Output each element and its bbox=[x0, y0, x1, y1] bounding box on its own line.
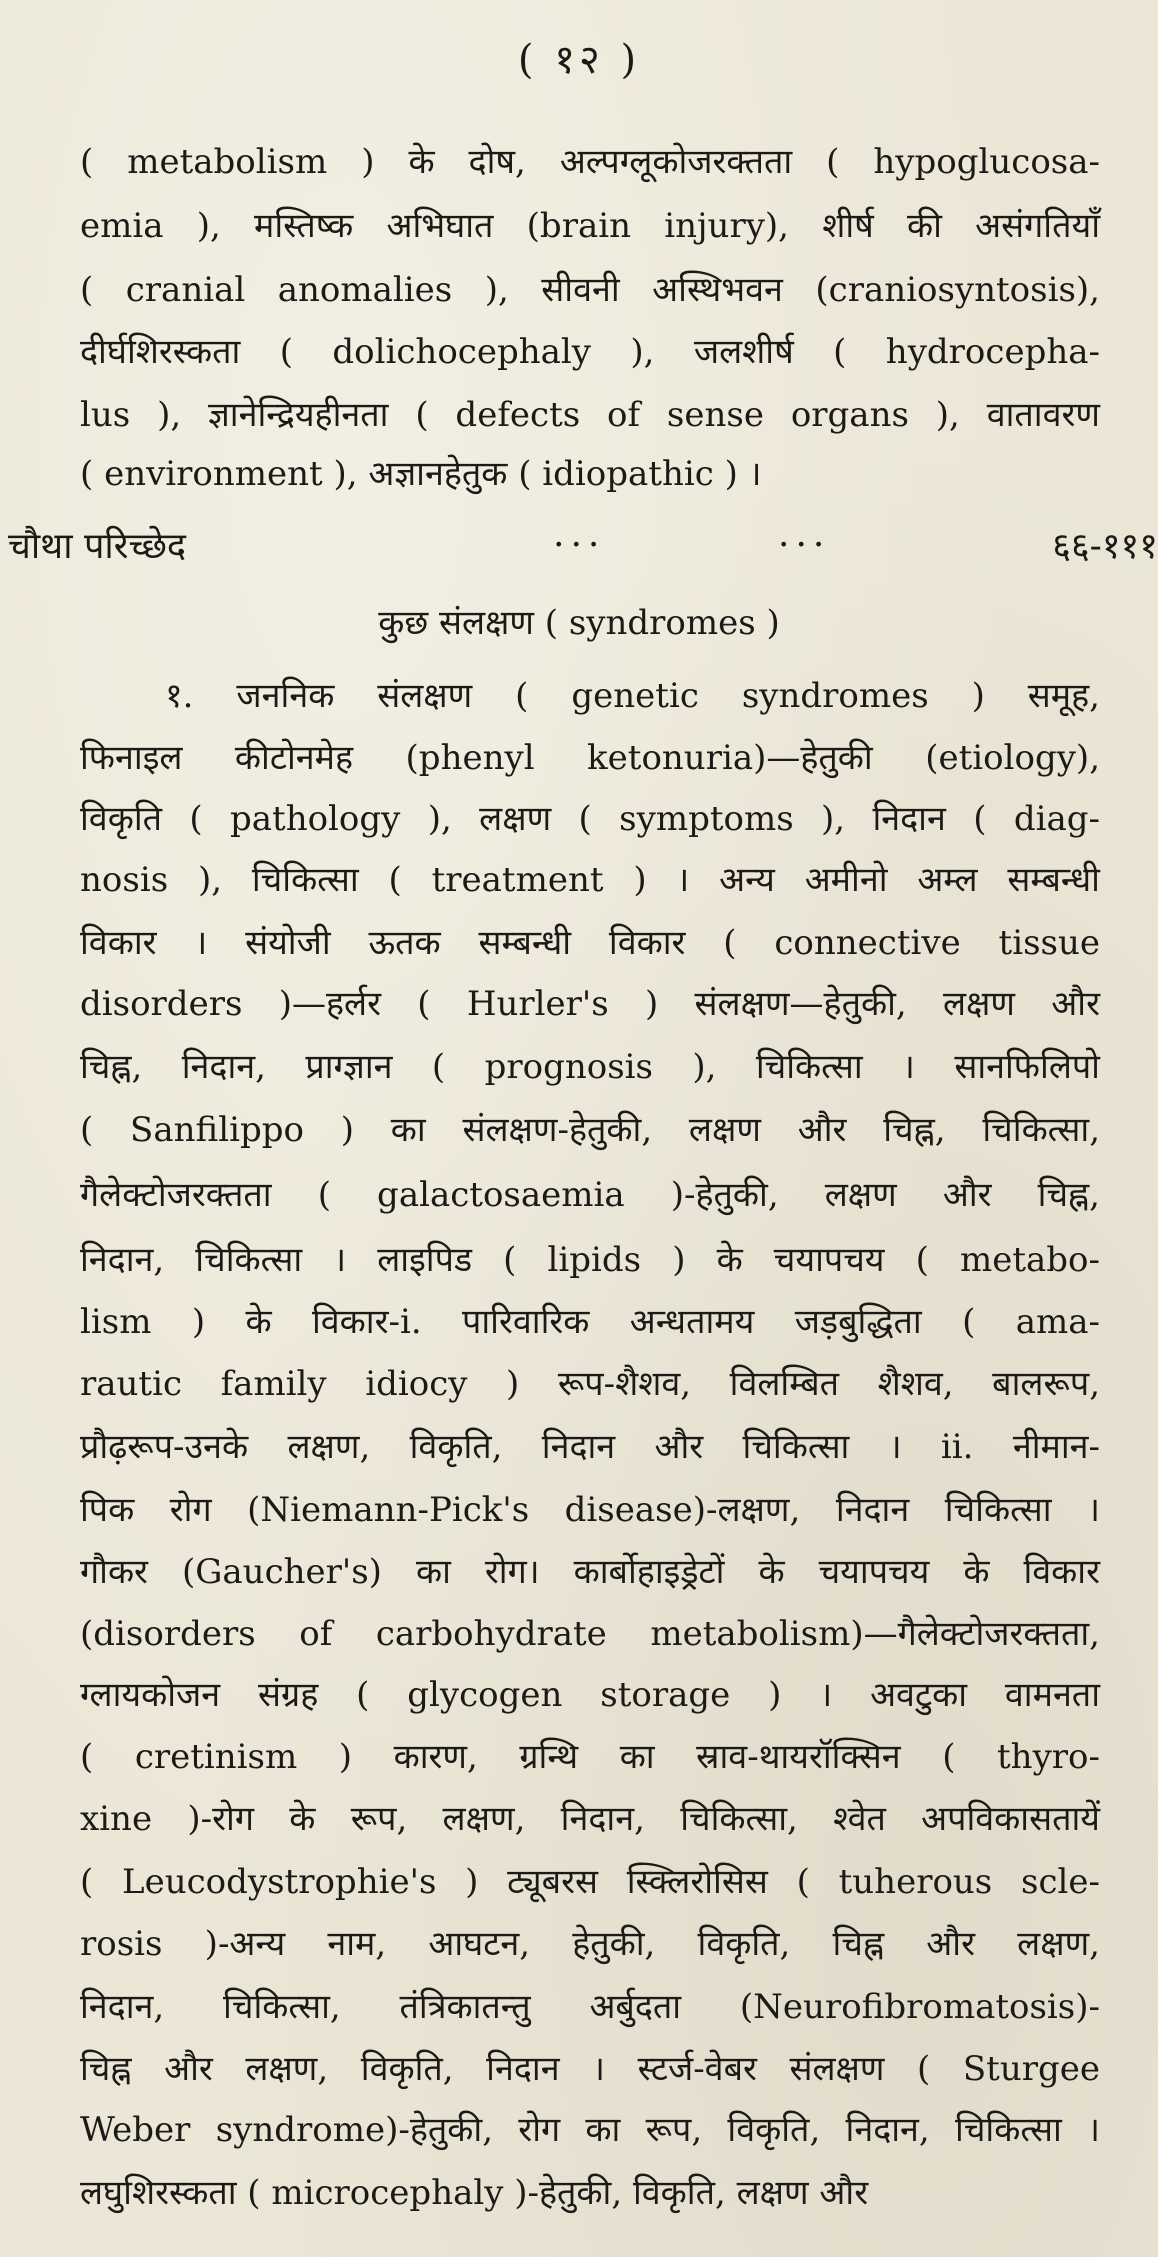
section-heading: कुछ संलक्षण ( syndromes ) bbox=[378, 603, 780, 643]
text-line: चिह्न और लक्षण, विकृति, निदान । स्टर्ज-वेबर संलक्षण ( Sturgee bbox=[80, 2049, 1100, 2089]
text-line: चिह्न, निदान, प्राग्ज्ञान ( prognosis ), चिकित्सा । सानफिलिपो bbox=[80, 1047, 1100, 1087]
text-line: ( Sanfilippo ) का संलक्षण-हेतुकी, लक्षण और चिह्न, चिकित्सा, bbox=[80, 1110, 1100, 1150]
text-line: १. जननिक संलक्षण ( genetic syndromes ) समूह, bbox=[165, 676, 1100, 716]
text-line: लघुशिरस्कता ( microcephaly )-हेतुकी, विकृति, लक्षण और bbox=[80, 2173, 869, 2213]
text-line: Weber syndrome)-हेतुकी, रोग का रूप, विकृति, निदान, चिकित्सा । bbox=[80, 2110, 1100, 2150]
text-line: पिक रोग (Niemann-Pick's disease)-लक्षण, निदान चिकित्सा । bbox=[80, 1490, 1100, 1530]
text-line: (disorders of carbohydrate metabolism)—गैलेक्टोजरक्तता, bbox=[80, 1614, 1100, 1654]
text-line: xine )-रोग के रूप, लक्षण, निदान, चिकित्सा, श्वेत अपविकासतायें bbox=[80, 1799, 1100, 1839]
text-line: ( metabolism ) के दोष, अल्पग्लूकोजरक्तता ( hypoglucosa- bbox=[80, 142, 1100, 182]
text-line: emia ), मस्तिष्क अभिघात (brain injury), शीर्ष की असंगतियाँ bbox=[80, 206, 1100, 246]
text-line: दीर्घशिरस्कता ( dolichocephaly ), जलशीर्ष ( hydrocepha- bbox=[80, 332, 1100, 372]
text-line: फिनाइल कीटोनमेह (phenyl ketonuria)—हेतुकी (etiology), bbox=[80, 738, 1100, 778]
text-line: lus ), ज्ञानेन्द्रियहीनता ( defects of sense organs ), वातावरण bbox=[80, 395, 1100, 435]
leader-dots: ... bbox=[553, 514, 606, 555]
text-line: ( Leucodystrophie's ) ट्यूबरस स्क्लिरोसिस ( tuherous scle- bbox=[80, 1862, 1100, 1902]
text-line: disorders )—हर्लर ( Hurler's ) संलक्षण—हेतुकी, लक्षण और bbox=[80, 984, 1100, 1024]
text-line: ( cranial anomalies ), सीवनी अस्थिभवन (craniosyntosis), bbox=[80, 270, 1100, 310]
text-line: निदान, चिकित्सा, तंत्रिकातन्तु अर्बुदता (Neurofibromatosis)- bbox=[80, 1987, 1100, 2027]
chapter-title: चौथा परिच्छेद bbox=[8, 526, 187, 567]
text-line: ग्लायकोजन संग्रह ( glycogen storage ) । अवटुका वामनता bbox=[80, 1675, 1100, 1715]
text-line: विकृति ( pathology ), लक्षण ( symptoms ), निदान ( diag- bbox=[80, 799, 1100, 839]
text-line: विकार । संयोजी ऊतक सम्बन्धी विकार ( connective tissue bbox=[80, 923, 1100, 963]
chapter-page-range: ६६-१११ bbox=[1052, 526, 1158, 567]
text-line: rosis )-अन्य नाम, आघटन, हेतुकी, विकृति, चिह्न और लक्षण, bbox=[80, 1924, 1100, 1964]
leader-dots: ... bbox=[778, 514, 831, 555]
text-line: nosis ), चिकित्सा ( treatment ) । अन्य अमीनो अम्ल सम्बन्धी bbox=[80, 860, 1100, 900]
page-number: ( १२ ) bbox=[517, 37, 641, 83]
chapter-entry bbox=[8, 514, 1158, 580]
text-line: ( cretinism ) कारण, ग्रन्थि का स्राव-थायरॉक्सिन ( thyro- bbox=[80, 1737, 1100, 1777]
text-line: प्रौढ़रूप-उनके लक्षण, विकृति, निदान और चिकित्सा । ii. नीमान- bbox=[80, 1427, 1100, 1467]
text-line: निदान, चिकित्सा । लाइपिड ( lipids ) के चयापचय ( metabo- bbox=[80, 1240, 1100, 1280]
text-line: rautic family idiocy ) रूप-शैशव, विलम्बित शैशव, बालरूप, bbox=[80, 1364, 1100, 1404]
text-line: गैलेक्टोजरक्तता ( galactosaemia )-हेतुकी, लक्षण और चिह्न, bbox=[80, 1175, 1100, 1215]
text-line: गौकर (Gaucher's) का रोग। कार्बोहाइड्रेटों के चयापचय के विकार bbox=[80, 1552, 1100, 1592]
text-line: lism ) के विकार-i. पारिवारिक अन्धतामय जड़बुद्धिता ( ama- bbox=[80, 1302, 1100, 1342]
text-line: ( environment ), अज्ञानहेतुक ( idiopathic ) । bbox=[80, 454, 762, 494]
